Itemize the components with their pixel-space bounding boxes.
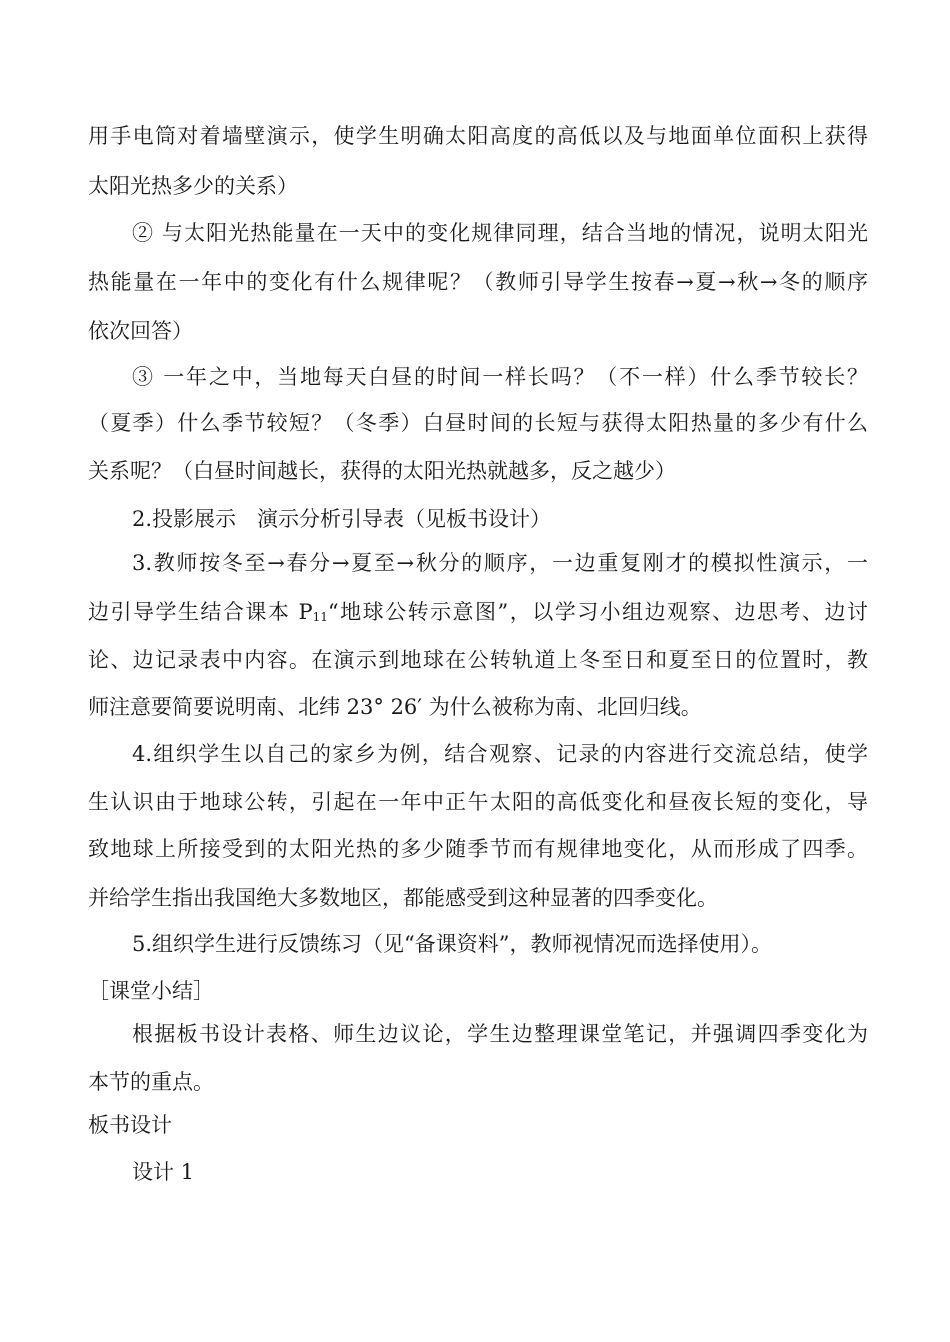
paragraph-line (88, 597, 868, 632)
paragraph-line: 关系呢？（白昼时间越长，获得的太阳光热就越多，反之越少） (88, 459, 676, 483)
paragraph-line: ③ 一年之中，当地每天白昼的时间一样长吗？（不一样）什么季节较长？ (132, 365, 868, 389)
paragraph-line: ② 与太阳光热能量在一天中的变化规律同理，结合当地的情况，说明太阳光 (132, 221, 868, 245)
paragraph-line: 根据板书设计表格、师生边议论，学生边整理课堂笔记，并强调四季变化为 (132, 1022, 868, 1046)
paragraph-line: 生认识由于地球公转，引起在一年中正午太阳的高低变化和昼夜长短的变化，导 (88, 790, 868, 814)
page-subscript: 11 (312, 610, 328, 624)
paragraph-line: 依次回答） (88, 319, 193, 343)
section-heading: ［课堂小结］ (88, 979, 214, 1003)
text-segment: 边引导学生结合课本 P (88, 600, 313, 624)
paragraph-line: 太阳光热多少的关系） (88, 174, 298, 198)
paragraph-line: （夏季）什么季节较短？（冬季）白昼时间的长短与获得太阳热量的多少有什么 (88, 411, 868, 435)
text-segment: “地球公转示意图”，以学习小组边观察、边思考、边讨 (327, 600, 868, 624)
paragraph-line: 致地球上所接受到的太阳光热的多少随季节而有规律地变化，从而形成了四季。 (88, 837, 868, 861)
paragraph-line: 并给学生指出我国绝大多数地区，都能感受到这种显著的四季变化。 (88, 886, 718, 910)
paragraph-line: 论、边记录表中内容。在演示到地球在公转轨道上冬至日和夏至日的位置时，教 (88, 648, 868, 672)
paragraph-line: 用手电筒对着墙壁演示，使学生明确太阳高度的高低以及与地面单位面积上获得 (88, 124, 868, 148)
subsection-heading: 设计 1 (132, 1160, 195, 1184)
paragraph-line: 师注意要简要说明南、北纬 23° 26′ 为什么被称为南、北回归线。 (88, 695, 702, 719)
paragraph-line: 热能量在一年中的变化有什么规律呢？（教师引导学生按春→夏→秋→冬的顺序 (88, 270, 868, 294)
paragraph-line: 2.投影展示 演示分析引导表（见板书设计） (132, 507, 552, 531)
paragraph-line: 5.组织学生进行反馈练习（见“备课资料”，教师视情况而选择使用）。 (132, 932, 773, 956)
paragraph-line: 4.组织学生以自己的家乡为例，结合观察、记录的内容进行交流总结，使学 (132, 742, 868, 766)
paragraph-line: 本节的重点。 (88, 1070, 214, 1094)
paragraph-line: 3.教师按冬至→春分→夏至→秋分的顺序，一边重复刚才的模拟性演示，一 (132, 551, 868, 575)
section-heading: 板书设计 (88, 1113, 172, 1137)
